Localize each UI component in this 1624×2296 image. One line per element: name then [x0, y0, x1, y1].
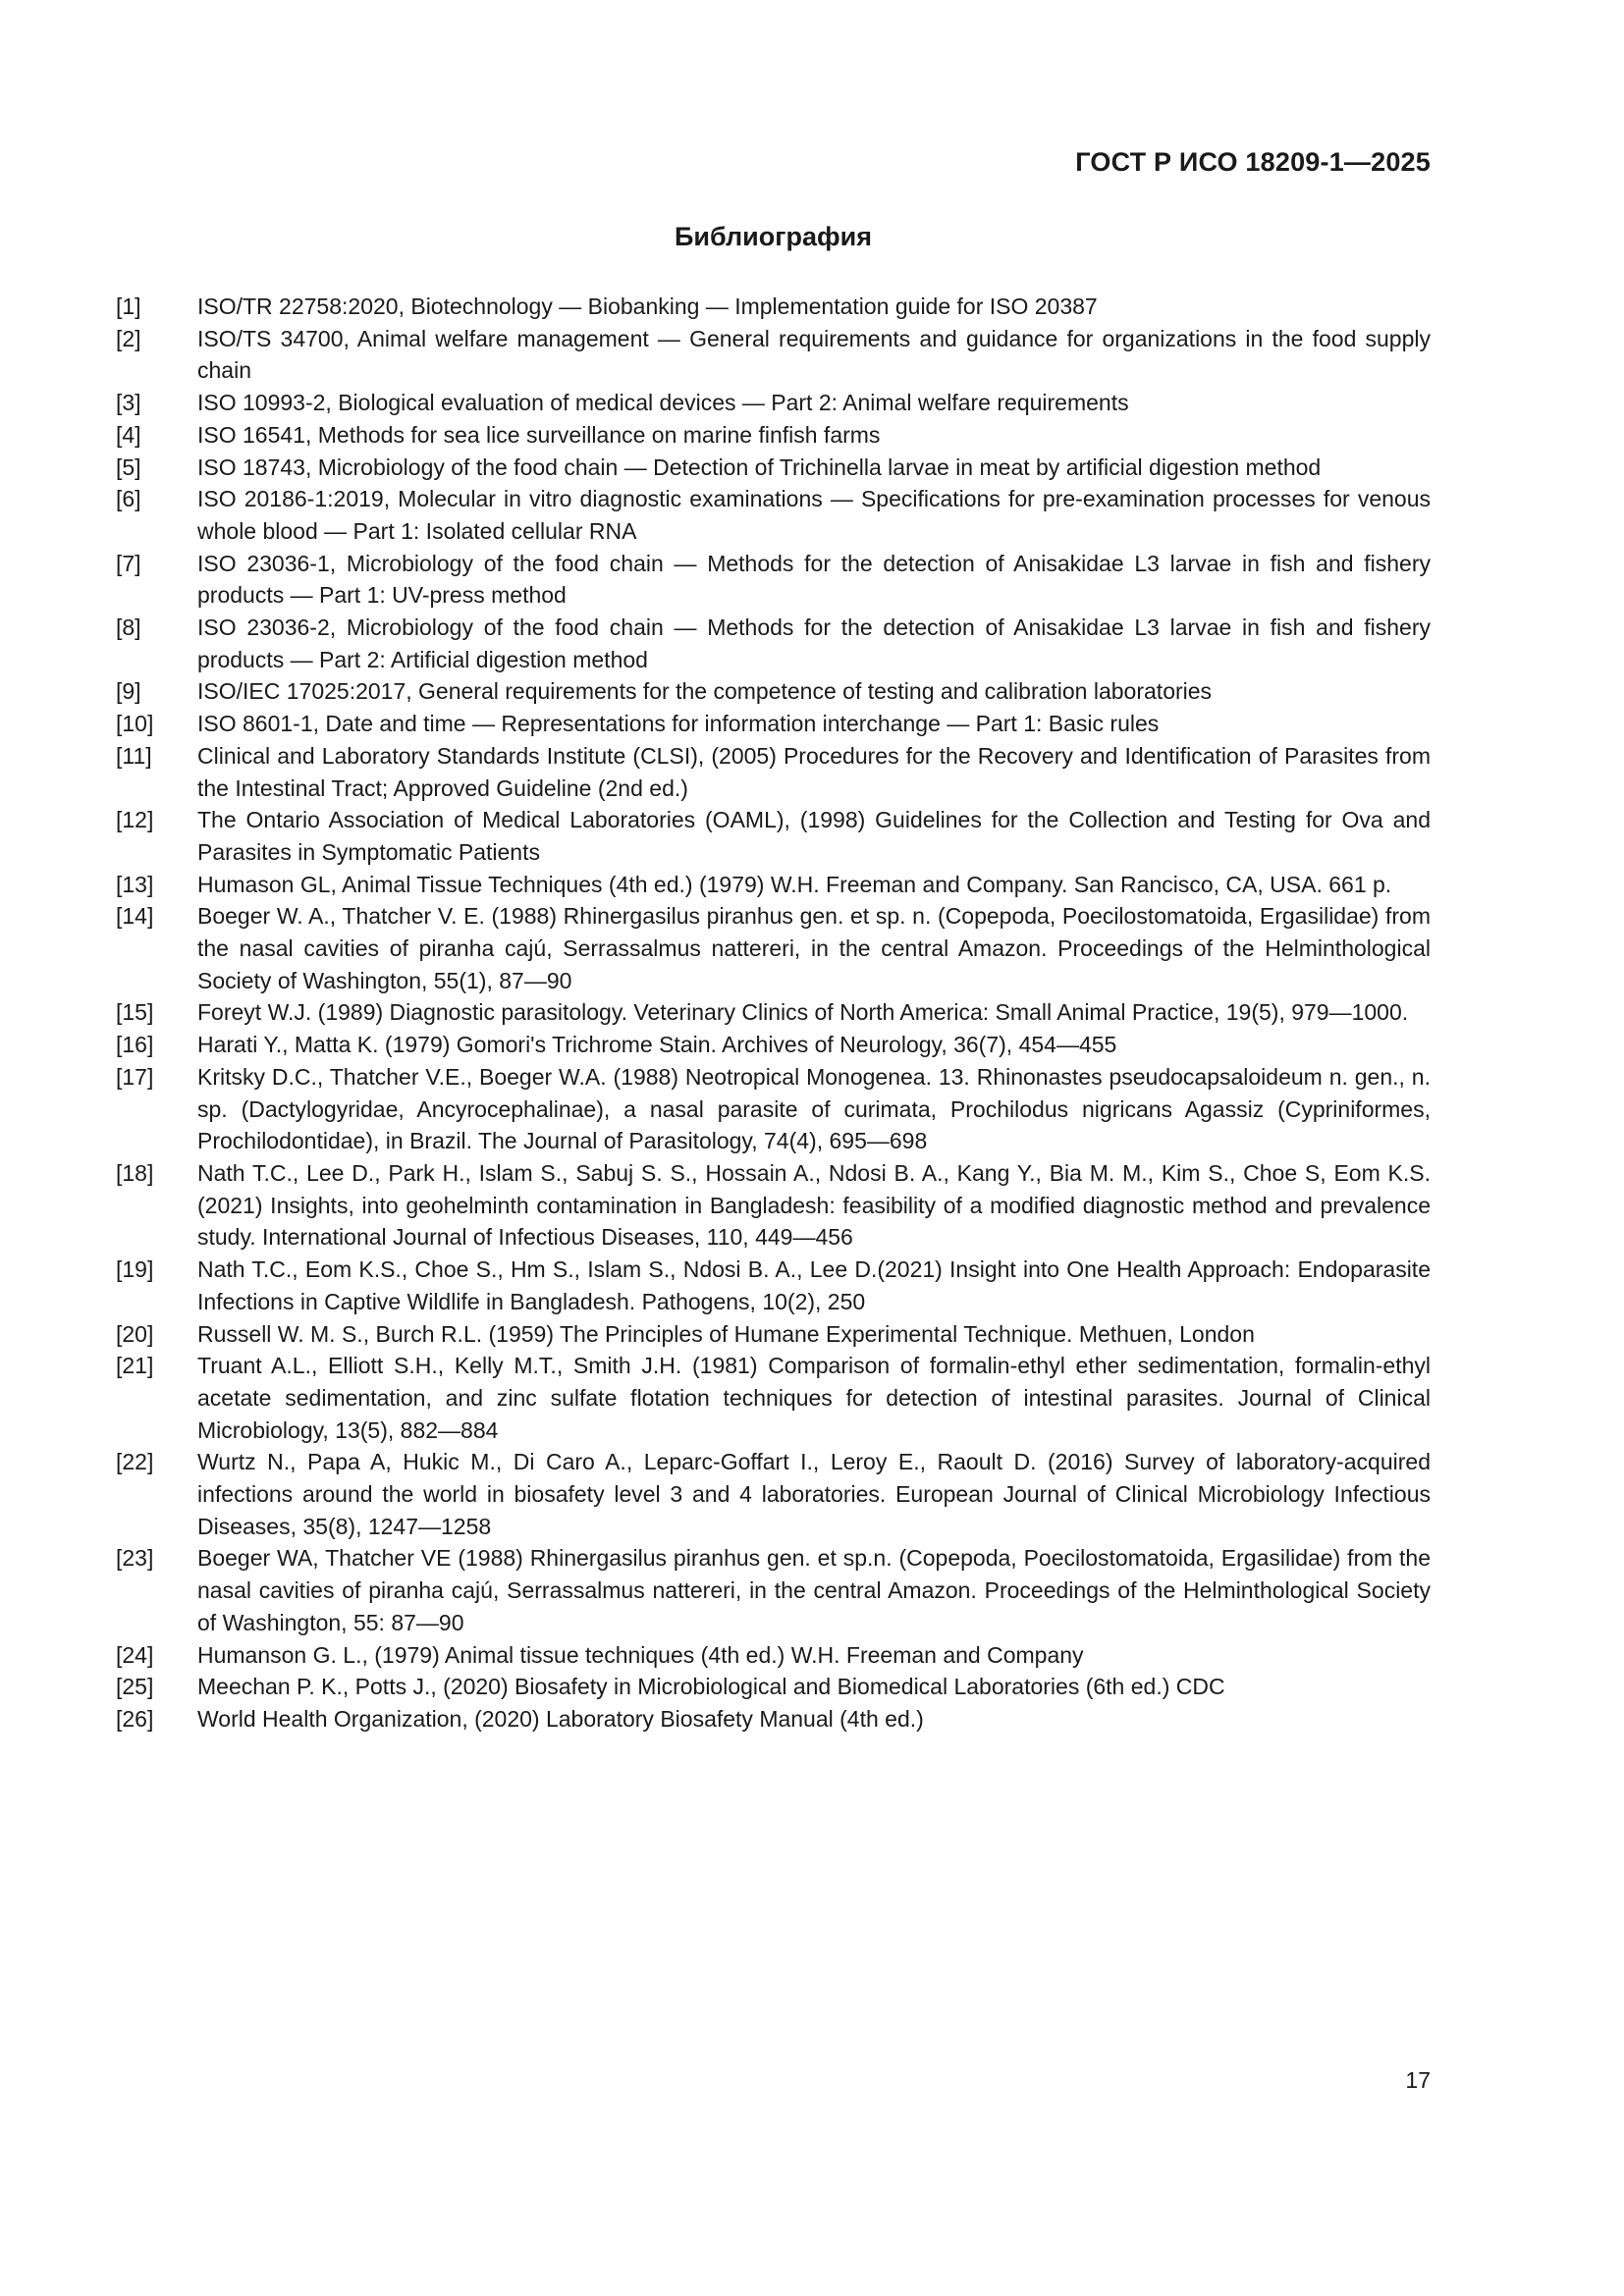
- entry-text: Russell W. M. S., Burch R.L. (1959) The Principles of Humane Experimental Technique. Methuen, London: [197, 1320, 1255, 1347]
- entry-number: [21]: [116, 1353, 154, 1379]
- entry-number: [10]: [116, 711, 154, 737]
- entry-number: [23]: [116, 1545, 154, 1572]
- entry-number: [12]: [116, 807, 154, 833]
- entry-number: [24]: [116, 1641, 154, 1668]
- bibliography-entry: [116, 1061, 1431, 1157]
- entry-number: [2]: [116, 325, 141, 351]
- bibliography-entry: [116, 1446, 1431, 1542]
- entry-text: Clinical and Laboratory Standards Institute (CLSI), (2005) Procedures for the Recovery and Identification of Parasites from the Intestinal Tract; Approved Guideline (2nd ed.): [197, 742, 1431, 801]
- bibliography-entry: [116, 675, 1431, 708]
- entry-text: Foreyt W.J. (1989) Diagnostic parasitology. Veterinary Clinics of North America: Small Animal Practice, 19(5), 979—1000.: [197, 999, 1409, 1026]
- entry-text: ISO 16541, Methods for sea lice surveillance on marine finfish farms: [197, 421, 881, 448]
- bibliography-entry: [116, 1157, 1431, 1254]
- document-designation-header: ГОСТ Р ИСО 18209-1—2025: [1075, 147, 1431, 177]
- entry-text: Truant A.L., Elliott S.H., Kelly M.T., Smith J.H. (1981) Comparison of formalin-ethyl ether sedimentation, formalin-ethyl acetate sedimentation, and zinc sulfate flotation techniques for detection of intestinal parasites. Journal of Clinical Microbiology, 13(5), 882—884: [197, 1353, 1431, 1443]
- entry-number: [4]: [116, 421, 141, 448]
- bibliography-entry: [116, 708, 1431, 740]
- entry-number: [3]: [116, 390, 141, 416]
- bibliography-entry: [116, 1703, 1431, 1735]
- entry-number: [14]: [116, 903, 154, 930]
- entry-text: The Ontario Association of Medical Laboratories (OAML), (1998) Guidelines for the Collection and Testing for Ova and Parasites in Symptomatic Patients: [197, 807, 1431, 865]
- bibliography-entry: [116, 1318, 1431, 1351]
- entry-number: [1]: [116, 294, 141, 319]
- entry-number: [15]: [116, 999, 154, 1026]
- bibliography-entry: [116, 612, 1431, 675]
- entry-text: ISO 8601-1, Date and time — Representations for information interchange — Part 1: Basic rules: [197, 711, 1160, 737]
- page-number: 17: [1405, 2067, 1431, 2093]
- bibliography-entry: [116, 1639, 1431, 1672]
- entry-number: [9]: [116, 678, 141, 705]
- entry-text: ISO 23036-1, Microbiology of the food chain — Methods for the detection of Anisakidae L3 larvae in fish and fishery products — Part 1: UV-press method: [197, 550, 1431, 609]
- entry-number: [6]: [116, 486, 141, 512]
- bibliography-entry: [116, 419, 1431, 452]
- entry-number: [13]: [116, 871, 154, 897]
- bibliography-entry: [116, 804, 1431, 868]
- entry-text: ISO/IEC 17025:2017, General requirements for the competence of testing and calibration laboratories: [197, 678, 1213, 705]
- entry-text: Kritsky D.C., Thatcher V.E., Boeger W.A. (1988) Neotropical Monogenea. 13. Rhinonastes pseudocapsaloideum n. gen., n. sp. (Dactylogyridae, Ancyrocephalinae), a nasal parasite of curimata, Prochilodus nigricans Agassiz (Cypriniformes, Prochilodontidae), in Brazil. The Journal of Parasitology, 74(4), 695—698: [197, 1063, 1431, 1154]
- bibliography-entry: [116, 1254, 1431, 1317]
- bibliography-entry: [116, 1029, 1431, 1061]
- entry-text: ISO/TS 34700, Animal welfare management — General requirements and guidance for organizations in the food supply chain: [197, 325, 1431, 384]
- entry-text: Nath T.C., Eom K.S., Choe S., Hm S., Islam S., Ndosi B. A., Lee D.(2021) Insight into One Health Approach: Endoparasite Infections in Captive Wildlife in Bangladesh. Pathogens, 10(2), 250: [197, 1256, 1431, 1314]
- bibliography-entry: [116, 996, 1431, 1029]
- entry-text: Boeger WA, Thatcher VE (1988) Rhinergasilus piranhus gen. et sp.n. (Copepoda, Poecilostomatoida, Ergasilidae) from the nasal cavities of piranha cajú, Serrassalmus nattereri, in the central Amazon. Proceedings of the Helminthological Society of Washington, 55: 87—90: [197, 1545, 1431, 1635]
- entry-number: [22]: [116, 1449, 154, 1475]
- entry-text: Boeger W. A., Thatcher V. E. (1988) Rhinergasilus piranhus gen. et sp. n. (Copepoda, Poecilostomatoida, Ergasilidae) from the nasal cavities of piranha cajú, Serrassalmus nattereri, in the central Amazon. Proceedings of the Helminthological Society of Washington, 55(1), 87—90: [197, 903, 1431, 993]
- bibliography-entry: [116, 1350, 1431, 1446]
- entry-number: [5]: [116, 454, 141, 480]
- entry-number: [11]: [116, 742, 152, 769]
- entry-text: ISO 20186-1:2019, Molecular in vitro diagnostic examinations — Specifications for pre-examination processes for venous whole blood — Part 1: Isolated cellular RNA: [197, 486, 1431, 544]
- entry-number: [17]: [116, 1063, 154, 1090]
- bibliography-entry: [116, 740, 1431, 804]
- bibliography-entry: [116, 452, 1431, 484]
- entry-text: World Health Organization, (2020) Laboratory Biosafety Manual (4th ed.): [197, 1705, 924, 1732]
- entry-text: Humanson G. L., (1979) Animal tissue techniques (4th ed.) W.H. Freeman and Company: [197, 1641, 1084, 1668]
- bibliography-entry: [116, 900, 1431, 996]
- entry-number: [16]: [116, 1032, 154, 1058]
- entry-number: [26]: [116, 1705, 154, 1732]
- bibliography-entry: [116, 1671, 1431, 1703]
- entry-text: ISO/TR 22758:2020, Biotechnology — Biobanking — Implementation guide for ISO 20387: [197, 294, 1098, 319]
- bibliography-entry: [116, 323, 1431, 387]
- entry-text: Nath T.C., Lee D., Park H., Islam S., Sabuj S. S., Hossain A., Ndosi B. A., Kang Y., Bia M. M., Kim S., Choe S, Eom K.S. (2021) Insights, into geohelminth contamination in Bangladesh: feasibility of a modified diagnostic method and prevalence study. International Journal of Infectious Diseases, 110, 449—456: [197, 1159, 1431, 1251]
- entry-text: Humason GL, Animal Tissue Techniques (4th ed.) (1979) W.H. Freeman and Company. San Rancisco, CA, USA. 661 p.: [197, 871, 1392, 897]
- entry-text: ISO 10993-2, Biological evaluation of medical devices — Part 2: Animal welfare requirements: [197, 390, 1129, 416]
- entry-number: [7]: [116, 550, 141, 576]
- bibliography-entry: [116, 1542, 1431, 1638]
- entry-number: [8]: [116, 614, 141, 641]
- bibliography-entry: [116, 291, 1431, 323]
- bibliography-list: [116, 291, 1431, 1735]
- entry-text: ISO 18743, Microbiology of the food chain — Detection of Trichinella larvae in meat by artificial digestion method: [197, 454, 1322, 480]
- bibliography-entry: [116, 387, 1431, 419]
- bibliography-entry: [116, 869, 1431, 901]
- entry-text: Meechan P. K., Potts J., (2020) Biosafety in Microbiological and Biomedical Laboratories (6th ed.) CDC: [197, 1674, 1225, 1700]
- entry-text: ISO 23036-2, Microbiology of the food chain — Methods for the detection of Anisakidae L3 larvae in fish and fishery products — Part 2: Artificial digestion method: [197, 614, 1431, 672]
- bibliography-entry: [116, 483, 1431, 547]
- entry-number: [19]: [116, 1256, 154, 1283]
- entry-number: [18]: [116, 1159, 154, 1186]
- entry-text: Harati Y., Matta K. (1979) Gomori's Trichrome Stain. Archives of Neurology, 36(7), 454—455: [197, 1032, 1117, 1058]
- entry-text: Wurtz N., Papa A, Hukic M., Di Caro A., Leparc-Goffart I., Leroy E., Raoult D. (2016) Survey of laboratory-acquired infections around the world in biosafety level 3 and 4 laboratories. European Journal of Clinical Microbiology Infectious Diseases, 35(8), 1247—1258: [197, 1449, 1431, 1539]
- bibliography-entry: [116, 548, 1431, 612]
- entry-number: [20]: [116, 1320, 154, 1347]
- entry-number: [25]: [116, 1674, 154, 1700]
- page-title: Библиография: [675, 222, 872, 251]
